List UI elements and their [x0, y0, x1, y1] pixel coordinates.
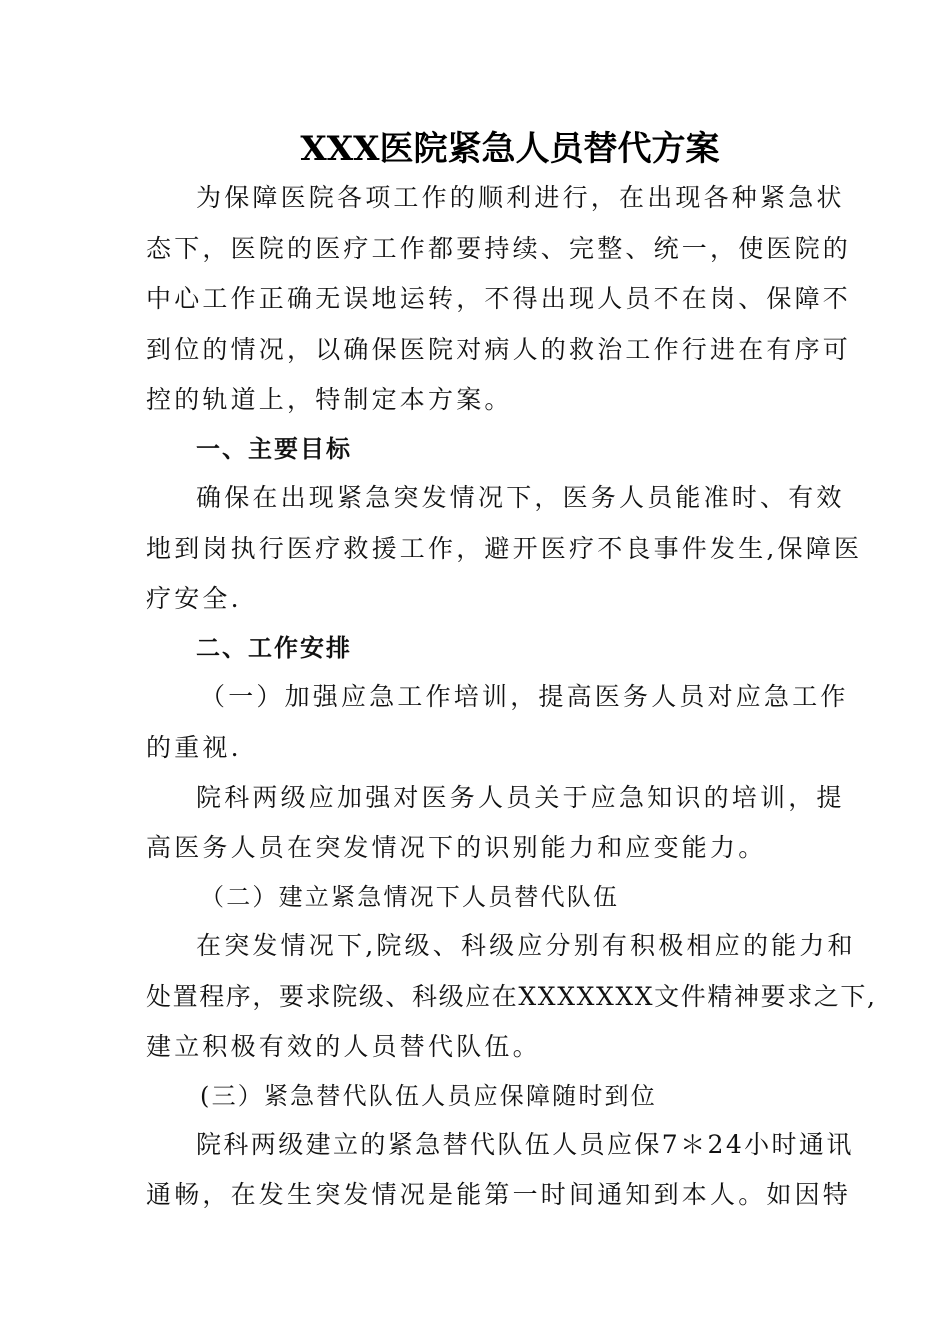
- intro-line-5: 控的轨道上，特制定本方案。: [146, 385, 513, 414]
- section2-heading: 二、工作安排: [196, 634, 352, 662]
- section1-heading: 一、主要目标: [196, 435, 352, 463]
- item3-heading: (三）紧急替代队伍人员应保障随时到位: [200, 1082, 657, 1110]
- item2-heading: （二）建立紧急情况下人员替代队伍: [200, 883, 620, 911]
- item2-line-2: 处置程序，要求院级、科级应在XXXXXXX文件精神要求之下,: [146, 982, 877, 1011]
- item3-line-2: 通畅，在发生突发情况是能第一时间通知到本人。如因特: [146, 1180, 852, 1209]
- intro-line-4: 到位的情况，以确保医院对病人的救治工作行进在有序可: [146, 335, 852, 364]
- item1-line-1: 院科两级应加强对医务人员关于应急知识的培训，提: [196, 783, 845, 812]
- item3-line-1: 院科两级建立的紧急替代队伍人员应保7＊24小时通讯: [196, 1130, 854, 1159]
- section1-line-2: 地到岗执行医疗救援工作，避开医疗不良事件发生,保障医: [146, 534, 863, 563]
- document-title: XXX医院紧急人员替代方案: [300, 129, 720, 169]
- intro-line-2: 态下，医院的医疗工作都要持续、完整、统一，使医院的: [146, 234, 852, 263]
- item1-heading-line-2: 的重视.: [146, 733, 242, 762]
- item1-line-2: 高医务人员在突发情况下的识别能力和应变能力。: [146, 833, 767, 862]
- item1-heading-line-1: （一）加强应急工作培训，提高医务人员对应急工作: [200, 682, 849, 711]
- section1-line-3: 疗安全.: [146, 584, 242, 613]
- intro-line-3: 中心工作正确无误地运转，不得出现人员不在岗、保障不: [146, 284, 852, 313]
- item2-line-3: 建立积极有效的人员替代队伍。: [146, 1032, 541, 1061]
- item2-line-1: 在突发情况下,院级、科级应分别有积极相应的能力和: [196, 931, 856, 960]
- section1-line-1: 确保在出现紧急突发情况下，医务人员能准时、有效: [196, 483, 845, 512]
- intro-line-1: 为保障医院各项工作的顺利进行，在出现各种紧急状: [196, 183, 845, 212]
